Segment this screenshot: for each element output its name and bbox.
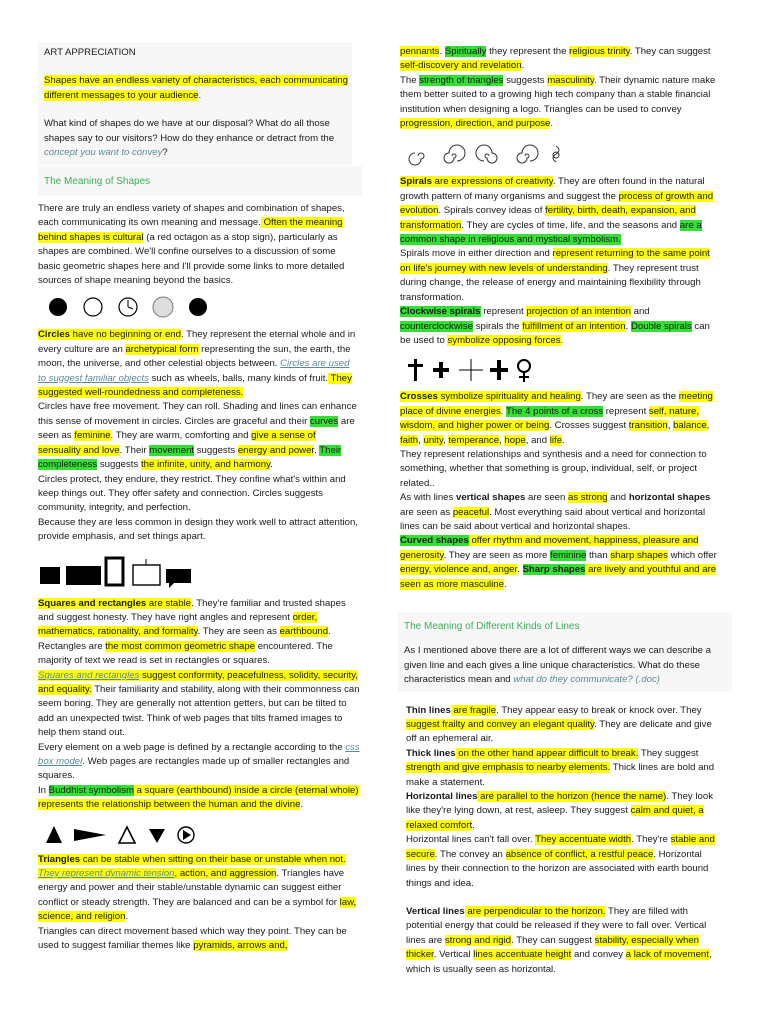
intro-highlight: Shapes have an endless variety of characteristics, each communicating different messages to your audience [44,75,348,101]
buddhist-link[interactable]: Buddhist symbolism [48,784,134,796]
spirals-paragraph: Spirals are expressions of creativity. They are often found in the natural growth pattern of many organisms and suggest the process of growth and evolution. Spirals convey ideas of fertility, birth, death, expansion, and transformation. They are cycles of time, life, and the seasons and are a common shape in religious and mystical symbolism. [400,176,714,246]
triangles-paragraph: Triangles can be stable when sitting on their base or unstable when not. They represent dynamic tension, action, and aggression. Triangles have energy and power and their stable/unstable dynamic can suggest either conflict or steady strength. They are balanced and can be a symbol for law, science, and religion. [38,853,357,923]
right-column: pennants. Spiritually they represent the religious trinity. They can suggest self-discovery and revelation. The strength of triangles suggests masculinity. Their dynamic nature make them better suited to a growing high tech company than a stable financial institution when designing a logo. Triangles can be used to convey progression, direction, and purpose. Spirals are expressions of creativity. They are often found in the natural growth pattern of many organisms and suggest the process of growth and evolution. Spirals convey ideas of fertility, birth, death, expansion, and transformation. They are cycles of time, life, and the seasons and are a common shape in religious and mystical symbolism. Spirals move in either direction and represent returning to the same point on life's journey with new levels of understanding. They represent trust during change, the release of energy and maintaining flexibility through transformation. Clockwise spirals represent projection of an intention and counterclockwise spirals the fulfillment of an intention. Double spirals can be used to symbolize opposing forces. Crosses symbolize spirituality and healing. They are seen as the meeting place of divine energies. The 4 points of a cross represent self, nature, wisdom, and higher power or being. Crosses suggest transition, balance, faith, unity, temperance, hope, and life. They represent relationships and synthesis and a need for connection to something, whether that something is group, individual, self, or project related.. As with lines vertical shapes are seen as strong and horizontal shapes are seen as peaceful. Most everything said about vertical and horizontal lines can be said about vertical and horizontal shapes. Curved shapes offer rhythm and movement, happiness, pleasure and generosity. They are seen as more feminine than sharp shapes which offer energy, violence and, anger. Sharp shapes are lively and youthful and are seen as more masculine. The Meaning of Different Kinds of Lines As I mentioned above there are a lot of different ways we can describe a given line and each gives a line unique characteristics. What do these characteristics mean and what do they communicate? (.doc) Thin lines are fragile. They appear easy to break or knock over. They suggest frailty and convey an elegant quality. They are delicate and give off an ephemeral air. Thick lines on the other hand appear difficult to break. They suggest strength and give emphasis to nearby elements. Thick lines are bold and make a statement. Horizontal lines are parallel to the horizon (hence the name). They look like they're lying down, at rest, asleep. They suggest calm and quiet, a relaxed comfort. Horizontal lines can't fall over. They accentuate width. They're stable and secure. The convey an absence of conflict, a restful peace. Horizontal lines by their connection to the horizon are associated with earth bound things and idea. Vertical lines are perpendicular to the horizon. They are filled with potential energy that could be released if they were to fall over. Vertical lines are strong and rigid. They can suggest stability, especially when thicker. Vertical lines accentuate height and convey a lack of movement, which is usually seen as horizontal. [400,45,718,977]
horizontal-lines-paragraph: Horizontal lines are parallel to the horizon (hence the name). They look like they're lying down, at rest, asleep. They suggest calm and quiet, a relaxed comfort. [406,791,713,831]
squares-link[interactable]: Squares and rectangles [38,669,140,681]
squares-paragraph: Squares and rectangles are stable. They're familiar and trusted shapes and suggest honesty. They have right angles and represent order, mathematics, rationality, and formality. They are seen as earthbound. Rectangles are the most common geometric shape encountered. The majority of text we read is set in rectangles or squares. [38,597,346,667]
lines-doc-link[interactable]: what do they communicate? (.doc) [513,674,660,686]
shapes-body: There are truly an endless variety of shapes and combination of shapes, each communicating its own meaning and message. Often the meaning behind shapes is cultural (a red octagon as a stop sign), particularly as shapes are combined. We'll confine ourselves to a discussion of some basic geometric shapes here and I'll provide some links to more detailed sources of shape meaning beyond the basics. Circles have no beginning or end. They represent the eternal whole and in every culture are an archetypical form representing the sun, the earth, the moon, the universe, and other celestial objects between. Circles are used to suggest familiar objects such as wheels, balls, many kinds of fruit. They suggested well-roundedness and completeness. Circles have free movement. They can roll. Shading and lines can enhance this sense of movement in circles. Circles are graceful and their curves are seen as feminine. They are warm, comforting and give a sense of sensuality and love. Their movement suggests energy and power. Their completeness suggests the infinite, unity, and harmony. Circles protect, they endure, they restrict. They confine what's within and keep things out. They offer safety and connection. Circles suggests community, integrity, and perfection. Because they are less common in design they work well to attract attention, provide emphasis, and set things apart. Squares and rectangles are stable. They're familiar and trusted shapes and suggest honesty. They have right angles and represent order, mathematics, rationality, and formality. They are seen as earthbound. Rectangles are the most common geometric shape encountered. The majority of text we read is set in rectangles or squares. Squares and rectangles suggest conformity, peacefulness, solidity, security, and equality. Their familiarity and stability, along with their commonness can seem boring. They are generally not attention getters, but can be tilted to add an unexpected twist. Think of web pages that tilts framed images to help them stand out. Every element on a web page is defined by a rectangle according to the css box model. Web pages are rectangles made up of smaller rectangles and squares. In Buddhist symbolism a square (earthbound) inside a circle (eternal whole) represents the relationship between the human and the divine. Triangles can be stable when sitting on their base or unstable when not. They represent dynamic tension, action, and aggression. Triangles have energy and power and their stable/unstable dynamic can suggest either conflict or steady strength. They are balanced and can be a symbol for law, science, and religion. Triangles can direct movement based which way they point. They can be used to suggest familiar themes like pyramids, arrows and, [38,203,360,952]
circle-icons [48,292,360,322]
circles-link[interactable]: Circles are used to suggest familiar objects [38,358,350,384]
thick-lines-paragraph: Thick lines on the other hand appear difficult to break. They suggest strength and give emphasis to nearby elements. Thick lines are bold and make a statement. [406,747,715,788]
page-title: ART APPRECIATION [44,47,136,58]
section-title-panel [38,166,362,196]
circles-paragraph: Circles have no beginning or end. They represent the eternal whole and in every culture are an archetypical form representing the sun, the earth, the moon, the universe, and other celestial objects between. Circles are used to suggest familiar objects such as wheels, balls, many kinds of fruit. They suggested well-roundedness and completeness. [38,329,356,399]
lines-section-panel: The Meaning of Different Kinds of Lines As I mentioned above there are a lot of different ways we can describe a given line and each gives a line unique characteristics. What do these characteristics mean and what do they communicate? (.doc) [398,612,732,692]
lines-section-title: The Meaning of Different Kinds of Lines [404,621,580,632]
cross-icons [406,354,718,386]
circle-shapes-icon [48,295,218,319]
triangle-icons [44,821,360,849]
intro-panel: ART APPRECIATION Shapes have an endless variety of characteristics, each communicating different messages to your audience. What kind of shapes do we have at our disposal? What do all those shapes say to our visitors? How do they enhance or detract from the concept you want to convey? [38,42,352,165]
spiral-icons [406,139,718,173]
lines-body: Thin lines are fragile. They appear easy to break or knock over. They suggest frailty and convey an elegant quality. They are delicate and give off an ephemeral air. Thick lines on the other hand appear difficult to break. They suggest strength and give emphasis to nearby elements. Thick lines are bold and make a statement. Horizontal lines are parallel to the horizon (hence the name). They look like they're lying down, at rest, asleep. They suggest calm and quiet, a relaxed comfort. Horizontal lines can't fall over. They accentuate width. They're stable and secure. The convey an absence of conflict, a restful peace. Horizontal lines by their connection to the horizon are associated with earth bound things and idea. Vertical lines are perpendicular to the horizon. They are filled with potential energy that could be released if they were to fall over. Vertical lines are strong and rigid. They can suggest stability, especially when thicker. Vertical lines accentuate height and convey a lack of movement, which is usually seen as horizontal. [400,704,724,977]
triangle-shapes-icon [44,823,204,847]
triangles-continued: pennants. Spiritually they represent the religious trinity. They can suggest self-discovery and revelation. [400,46,711,72]
css-box-model-link[interactable]: css box model [38,741,360,767]
spiral-shapes-icon [406,142,566,170]
crosses-paragraph: Crosses symbolize spirituality and healing. They are seen as the meeting place of divine energies. The 4 points of a cross represent self, nature, wisdom, and higher power or being. Crosses suggest transition, balance, faith, unity, temperance, hope, and life. [400,391,713,446]
section-title: The Meaning of Shapes [44,176,151,187]
square-icons [38,553,360,591]
thin-lines-paragraph: Thin lines are fragile. They appear easy to break or knock over. They suggest frailty and convey an elegant quality. They are delicate and give off an ephemeral air. [406,704,712,745]
square-shapes-icon [38,555,198,589]
vertical-lines-paragraph: Vertical lines are perpendicular to the horizon. They are filled with potential energy that could be released if they were to fall over. Vertical lines are strong and rigid. They can suggest stability, especially when thicker. Vertical lines accentuate height and convey a lack of movement, which is usually seen as horizontal. [406,905,712,975]
concept-link[interactable]: concept you want to convey [44,147,163,159]
cross-shapes-icon [406,356,546,384]
dynamic-tension-link[interactable]: They represent dynamic tension [38,868,175,880]
intro-paragraph: There are truly an endless variety of shapes and combination of shapes, each communicating its own meaning and message. Often the meaning behind shapes is cultural (a red octagon as a stop sign), particularly as shapes are combined. We'll confine ourselves to a discussion of some basic geometric shapes here and I'll provide some links to more detailed sources of shape meaning beyond the basics. [38,203,345,287]
